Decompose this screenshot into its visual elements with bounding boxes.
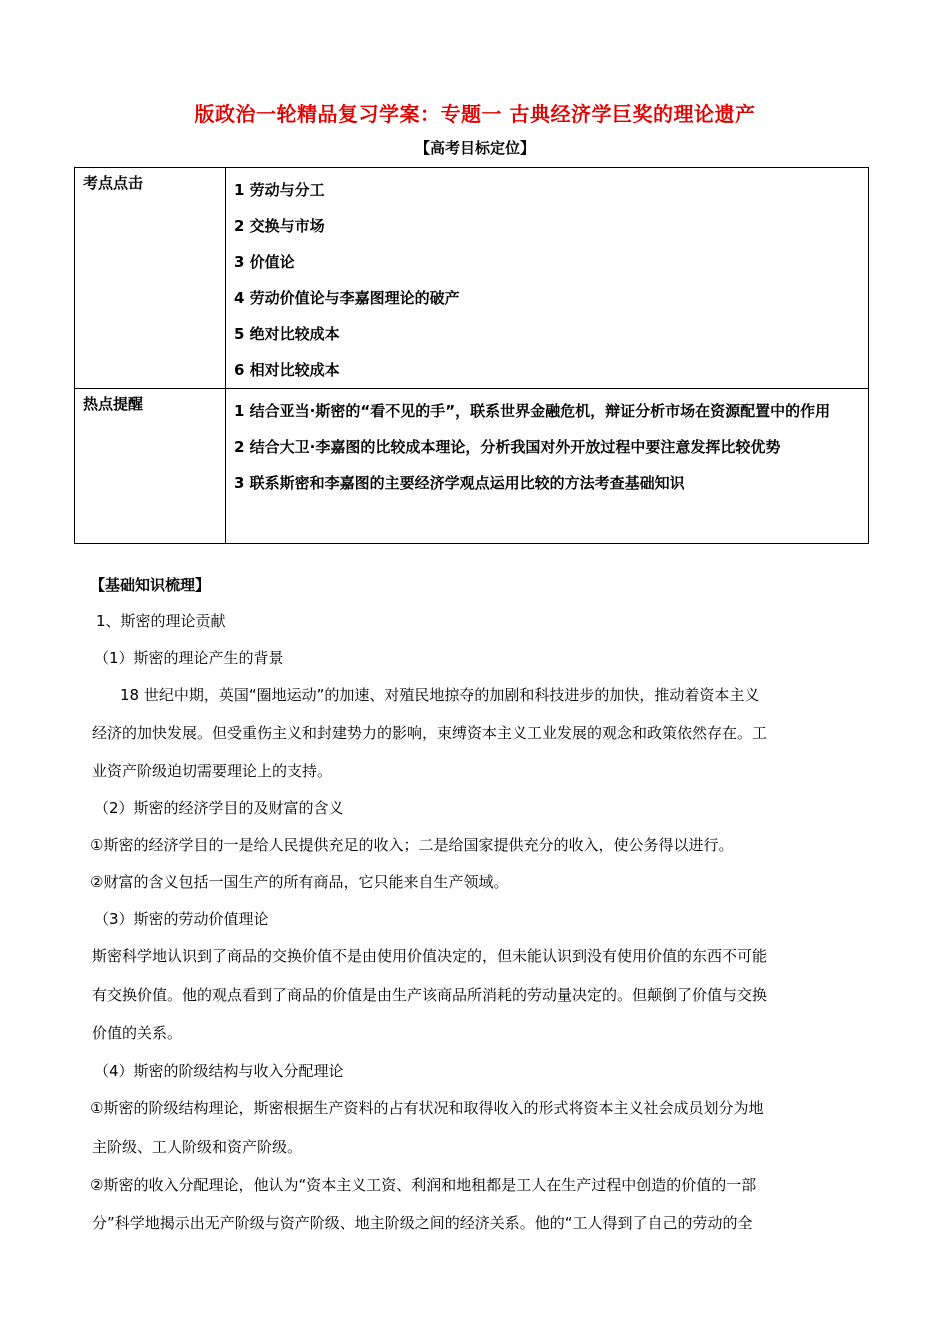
table-row xyxy=(75,389,869,544)
paragraph-line: 分”科学地揭示出无产阶级与资产阶级、地主阶级之间的经济关系。他的“工人得到了自己的劳动的全 xyxy=(92,1214,753,1232)
row1-label xyxy=(75,168,226,389)
list-item: 4 劳动价值论与李嘉图理论的破产 xyxy=(234,289,460,307)
list-item: 3 价值论 xyxy=(234,253,295,271)
paragraph-line: 18 世纪中期，英国“圈地运动”的加速、对殖民地掠夺的加剧和科技进步的加快，推动着资本主义 xyxy=(120,686,760,704)
row2-label-text: 热点提醒 xyxy=(83,395,144,413)
section-heading: 1、斯密的理论贡献 xyxy=(96,612,226,630)
paragraph-line: 经济的加快发展。但受重伤主义和封建势力的影响，束缚资本主义工业发展的观念和政策依然存在。工 xyxy=(92,724,768,742)
list-item: 2 交换与市场 xyxy=(234,217,325,235)
subsection-heading: （2）斯密的经济学目的及财富的含义 xyxy=(94,799,344,817)
target-header: 【高考目标定位】 xyxy=(414,139,535,157)
paragraph-line: ②财富的含义包括一国生产的所有商品，它只能来自生产领域。 xyxy=(90,873,509,891)
row1-body xyxy=(226,168,869,389)
row1-label-text: 考点点击 xyxy=(83,174,144,192)
page-title: 版政治一轮精品复习学案：专题一 古典经济学巨奖的理论遗产 xyxy=(194,102,756,126)
paragraph-line: 斯密科学地认识到了商品的交换价值不是由使用价值决定的，但未能认识到没有使用价值的东西不可能 xyxy=(92,947,768,965)
paragraph-line: 业资产阶级迫切需要理论上的支持。 xyxy=(92,762,333,780)
paragraph-line: ①斯密的阶级结构理论，斯密根据生产资料的占有状况和取得收入的形式将资本主义社会成员划分为地 xyxy=(90,1099,764,1117)
subsection-heading: （1）斯密的理论产生的背景 xyxy=(94,649,284,667)
subsection-heading: （3）斯密的劳动价值理论 xyxy=(94,910,269,928)
paragraph-line: 主阶级、工人阶级和资产阶级。 xyxy=(92,1138,303,1156)
paragraph-line: 价值的关系。 xyxy=(92,1024,183,1042)
row2-label xyxy=(75,389,226,544)
list-item: 1 结合亚当·斯密的“看不见的手”，联系世界金融危机，辩证分析市场在资源配置中的作用 xyxy=(234,402,831,420)
list-item: 6 相对比较成本 xyxy=(234,361,340,379)
target-table xyxy=(74,167,869,544)
paragraph-line: 有交换价值。他的观点看到了商品的价值是由生产该商品所消耗的劳动量决定的。但颠倒了价值与交换 xyxy=(92,986,768,1004)
list-item: 5 绝对比较成本 xyxy=(234,325,340,343)
basics-header: 【基础知识梳理】 xyxy=(90,576,211,594)
list-item: 1 劳动与分工 xyxy=(234,181,325,199)
list-item: 2 结合大卫·李嘉图的比较成本理论，分析我国对外开放过程中要注意发挥比较优势 xyxy=(234,438,781,456)
list-item: 3 联系斯密和李嘉图的主要经济学观点运用比较的方法考查基础知识 xyxy=(234,474,685,492)
table-row xyxy=(75,168,869,389)
row2-body xyxy=(226,389,869,544)
paragraph-line: ①斯密的经济学目的一是给人民提供充足的收入；二是给国家提供充分的收入，使公务得以进行。 xyxy=(90,836,734,854)
paragraph-line: ②斯密的收入分配理论，他认为“资本主义工资、利润和地租都是工人在生产过程中创造的价值的一部 xyxy=(90,1176,757,1194)
subsection-heading: （4）斯密的阶级结构与收入分配理论 xyxy=(94,1062,344,1080)
